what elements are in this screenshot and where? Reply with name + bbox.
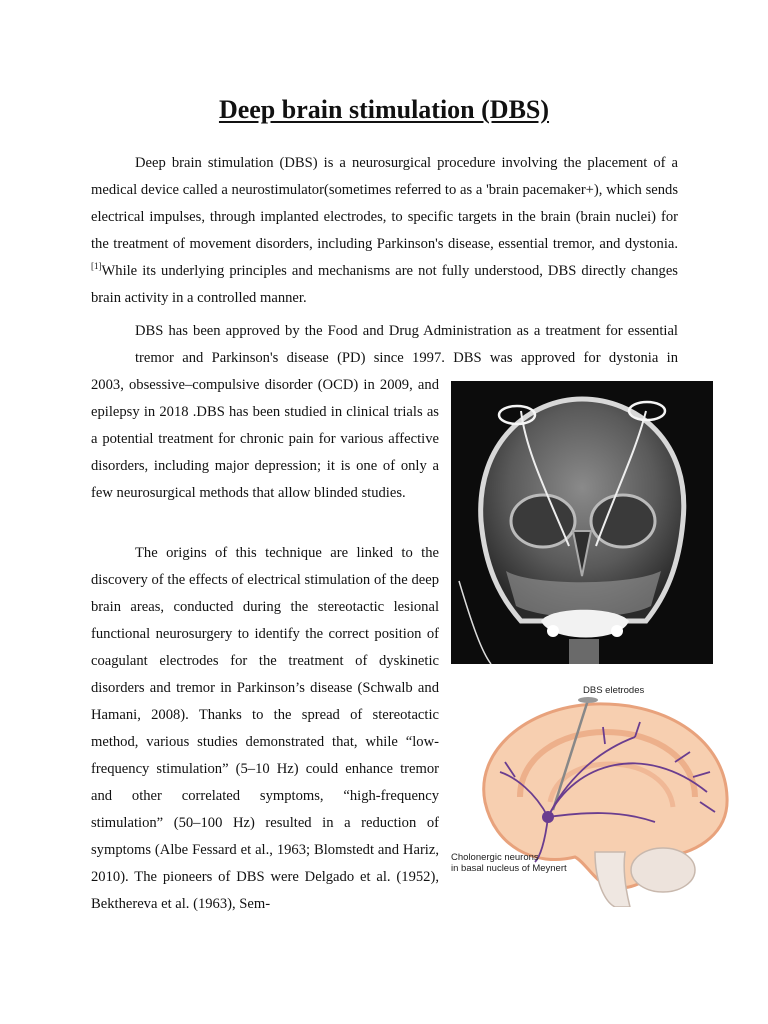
page-title: Deep brain stimulation (DBS) <box>218 95 550 124</box>
paragraph-origins: The origins of this technique are linked to the discovery of the effects of electrical stimulation of the deep brain areas, conducted during the stereotactic lesional functional neurosurgery to identify the correct position of coagulant electrodes for the treatment of dyskinetic disorders and tremor in Parkinson’s disease (Schwalb and Hamani, 2008). Thanks to the spread of stereotactic method, various studies demonstrated that, while “low-frequency stimulation” (5–10 Hz) could enhance tremor and other correlated symptoms, “high-frequency stimulation” (50–100 Hz) resulted in a reduction of symptoms (Albe Fessard et al., 1963; Blomstedt and Hariz, 2010). The pioneers of DBS were Delgado et al. (1952), Bekthereva et al. (1963), Sem- <box>91 545 439 912</box>
paragraph-approval-head <box>91 318 678 372</box>
paragraph-approval-rest: 2003, obsessive–compulsive disorder (OCD) in 2009, and epilepsy in 2018 .DBS has been studied in clinical trials as a potential treatment for chronic pain for various affective disorders, including major depression; it is one of only a few neurosurgical methods that allow blinded studies. <box>91 377 439 501</box>
paragraph-intro-text: Deep brain stimulation (DBS) is a neurosurgical procedure involving the placement of a medical device called a neurostimulator(sometimes referred to as a 'brain pacemaker+), which sends electrical impulses, through implanted electrodes, to specific targets in the brain (brain nuclei) for the treatment of movement disorders, including Parkinson's disease, essential tremor, and dystonia. <box>91 155 678 252</box>
cholinergic-label-line1: Cholonergic neurons <box>451 852 539 863</box>
skull-xray-image <box>451 381 713 664</box>
skull-xray-graphic <box>451 381 713 664</box>
paragraph-intro-text-cont: While its underlying principles and mechanisms are not fully understood, DBS directly changes brain activity in a controlled manner. <box>91 263 678 306</box>
dbs-electrodes-label: DBS eletrodes <box>583 685 645 696</box>
paragraph-intro <box>91 150 678 312</box>
cholinergic-label-line2: in basal nucleus of Meynert <box>451 863 567 874</box>
paragraph-approval-line2: tremor and Parkinson's disease (PD) since 1997. DBS was approved for dystonia in <box>135 350 678 366</box>
citation-link[interactable]: [1] <box>91 261 102 272</box>
paragraph-approval-line1: DBS has been approved by the Food and Drug Administration as a treatment for essential <box>135 323 678 339</box>
brain-diagram-figure <box>445 682 735 907</box>
